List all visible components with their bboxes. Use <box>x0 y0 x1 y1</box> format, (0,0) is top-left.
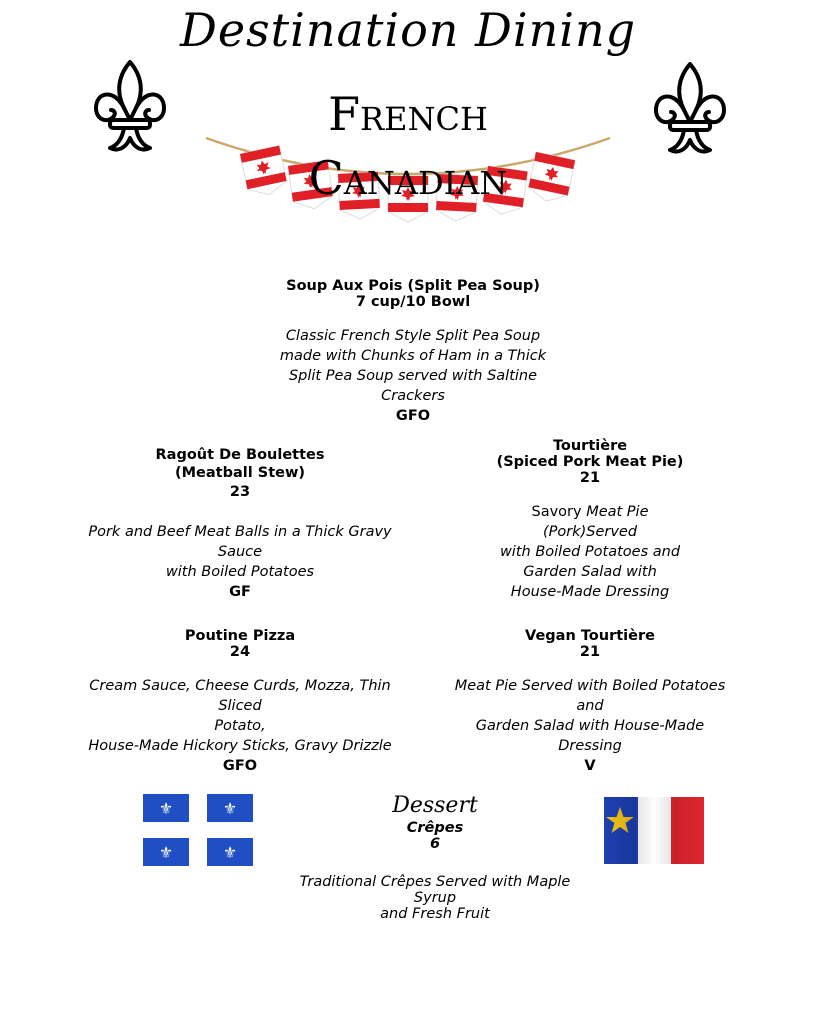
menu-item-crepes-description <box>290 874 580 922</box>
item-description-line: Split Pea Soup served with Saltine <box>288 368 538 384</box>
item-name-sub: (Spiced Pork Meat Pie) <box>496 454 684 470</box>
dessert-heading: Dessert <box>392 793 478 818</box>
item-name-sub: (Meatball Stew) <box>175 465 305 481</box>
quebec-flag-icon <box>143 794 253 866</box>
menu-item-ragout <box>80 446 400 602</box>
title-line-1: French <box>328 87 488 141</box>
item-description-line: made with Chunks of Ham in a Thick <box>279 348 547 364</box>
item-description-line: Garden Salad with <box>523 564 657 580</box>
item-description-line: Traditional Crêpes Served with Maple <box>299 874 571 890</box>
svg-text:⚜: ⚜ <box>222 799 238 818</box>
dietary-tag: GFO <box>222 758 258 774</box>
item-price: 23 <box>229 484 251 500</box>
item-description-line: Classic French Style Split Pea Soup <box>285 328 541 344</box>
svg-text:⚜: ⚜ <box>158 843 174 862</box>
dessert-section <box>300 792 570 852</box>
item-name: Poutine Pizza <box>184 628 296 644</box>
item-description-line <box>450 502 730 522</box>
item-description-line: (Pork)Served <box>542 524 638 540</box>
item-description-line: Cream Sauce, Cheese Curds, Mozza, Thin Sliced <box>89 678 391 714</box>
title-line-2: Canadian <box>308 151 508 205</box>
item-description-line: and Fresh Fruit <box>380 906 490 922</box>
item-description-line: with Boiled Potatoes <box>165 564 315 580</box>
menu-item-tourtiere <box>450 438 730 602</box>
item-price: 6 <box>429 836 441 852</box>
item-description-line: Pork and Beef Meat Balls in a Thick Gravy <box>88 524 392 540</box>
item-name: Soup Aux Pois (Split Pea Soup) <box>286 278 540 294</box>
item-name: Ragoût De Boulettes <box>155 447 325 463</box>
item-price: 24 <box>229 644 251 660</box>
dietary-tag: GF <box>229 584 251 600</box>
brand-heading: Destination Dining <box>179 3 637 57</box>
svg-text:⚜: ⚜ <box>158 799 174 818</box>
menu-item-soup <box>258 278 568 426</box>
item-description-line: Meat Pie Served with Boiled Potatoes <box>454 678 726 694</box>
fleur-de-lis-icon <box>652 60 728 160</box>
item-price: 21 <box>579 644 601 660</box>
item-description-line: and <box>576 698 604 714</box>
menu-item-poutine <box>72 628 408 776</box>
description-italic: Meat Pie <box>586 504 649 520</box>
item-description-line: Sauce <box>217 544 263 560</box>
item-description-line: Dressing <box>558 738 622 754</box>
item-price: 21 <box>579 470 601 486</box>
menu-item-vegan-tourtiere <box>450 628 730 776</box>
description-plain: Savory <box>531 504 582 520</box>
item-name: Vegan Tourtière <box>525 628 655 644</box>
item-description-line: House-Made Hickory Sticks, Gravy Drizzle <box>88 738 392 754</box>
item-description-line: with Boiled Potatoes and <box>499 544 681 560</box>
item-name: Tourtière <box>552 438 628 454</box>
item-description-line: House-Made Dressing <box>510 584 670 600</box>
acadian-flag-icon <box>604 797 704 864</box>
item-description-line: Crackers <box>381 388 445 404</box>
dietary-tag: GFO <box>395 408 431 424</box>
fleur-de-lis-icon <box>92 58 168 158</box>
item-description-line: Garden Salad with House-Made <box>475 718 705 734</box>
item-description-line: Syrup <box>413 890 457 906</box>
item-price: 7 cup/10 Bowl <box>355 294 471 310</box>
dietary-tag: V <box>584 758 596 774</box>
item-description-line: Potato, <box>214 718 266 734</box>
item-name: Crêpes <box>406 820 464 836</box>
svg-text:⚜: ⚜ <box>222 843 238 862</box>
